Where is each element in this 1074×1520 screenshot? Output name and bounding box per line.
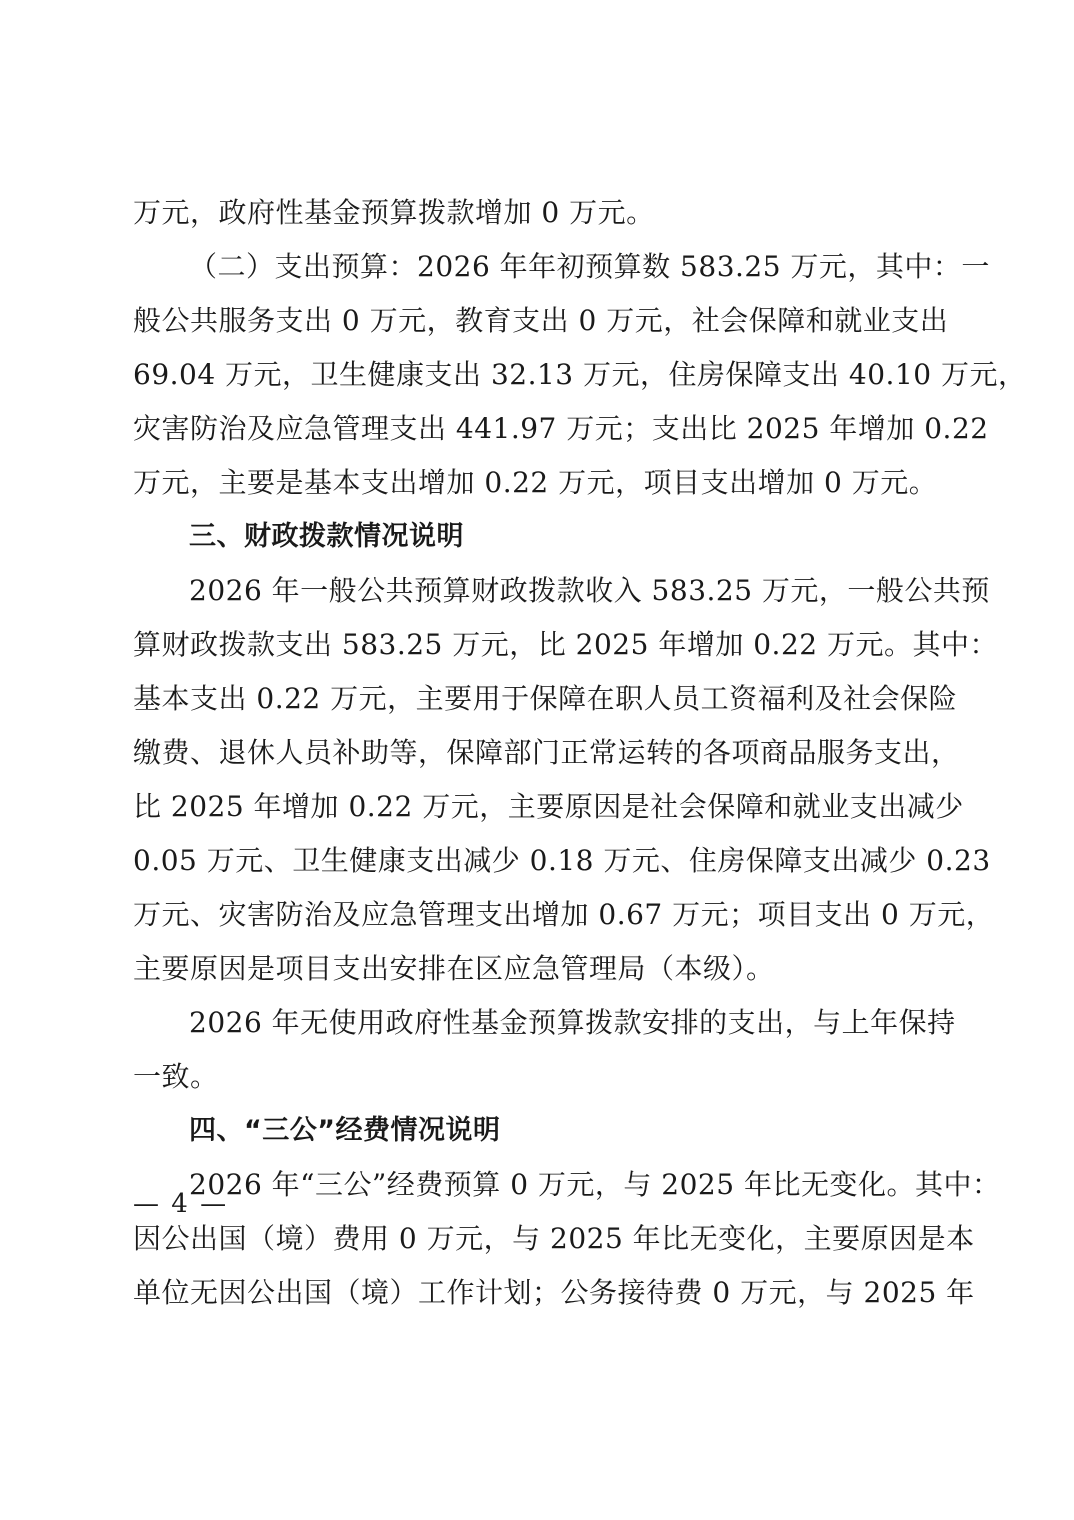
text-line: 69.04 万元，卫生健康支出 32.13 万元，住房保障支出 40.10 万元， [133, 358, 1027, 391]
text-line: 2026 年一般公共预算财政拨款收入 583.25 万元，一般公共预 [189, 574, 990, 607]
page-number: — 4 — [133, 1189, 229, 1219]
text-line: （二）支出预算：2026 年年初预算数 583.25 万元，其中：一 [189, 250, 990, 283]
text-line: 算财政拨款支出 583.25 万元，比 2025 年增加 0.22 万元。其中： [133, 628, 998, 661]
text-line: 单位无因公出国（境）工作计划；公务接待费 0 万元，与 2025 年 [133, 1276, 975, 1309]
document-body [133, 186, 1027, 1320]
text-line: 万元，政府性基金预算拨款增加 0 万元。 [133, 196, 655, 229]
text-line: 因公出国（境）费用 0 万元，与 2025 年比无变化，主要原因是本 [133, 1222, 975, 1255]
text-line: 0.05 万元、卫生健康支出减少 0.18 万元、住房保障支出减少 0.23 [133, 844, 991, 877]
text-line: 基本支出 0.22 万元，主要用于保障在职人员工资福利及社会保险 [133, 682, 958, 715]
text-line: 万元、灾害防治及应急管理支出增加 0.67 万元；项目支出 0 万元， [133, 898, 995, 931]
section-heading: 四、“三公”经费情况说明 [189, 1115, 501, 1146]
text-line: 主要原因是项目支出安排在区应急管理局（本级）。 [133, 952, 775, 985]
text-line: 比 2025 年增加 0.22 万元，主要原因是社会保障和就业支出减少 [133, 790, 964, 823]
text-line: 2026 年无使用政府性基金预算拨款安排的支出，与上年保持 [189, 1006, 956, 1039]
text-line: 缴费、退休人员补助等，保障部门正常运转的各项商品服务支出， [133, 736, 960, 769]
text-line: 灾害防治及应急管理支出 441.97 万元；支出比 2025 年增加 0.22 [133, 412, 989, 445]
text-line: 般公共服务支出 0 万元，教育支出 0 万元，社会保障和就业支出 [133, 304, 949, 337]
text-line: 万元，主要是基本支出增加 0.22 万元，项目支出增加 0 万元。 [133, 466, 938, 499]
section-heading: 三、财政拨款情况说明 [189, 521, 464, 552]
text-line: 2026 年“三公”经费预算 0 万元，与 2025 年比无变化。其中： [189, 1168, 1001, 1201]
text-line: 一致。 [133, 1060, 219, 1093]
